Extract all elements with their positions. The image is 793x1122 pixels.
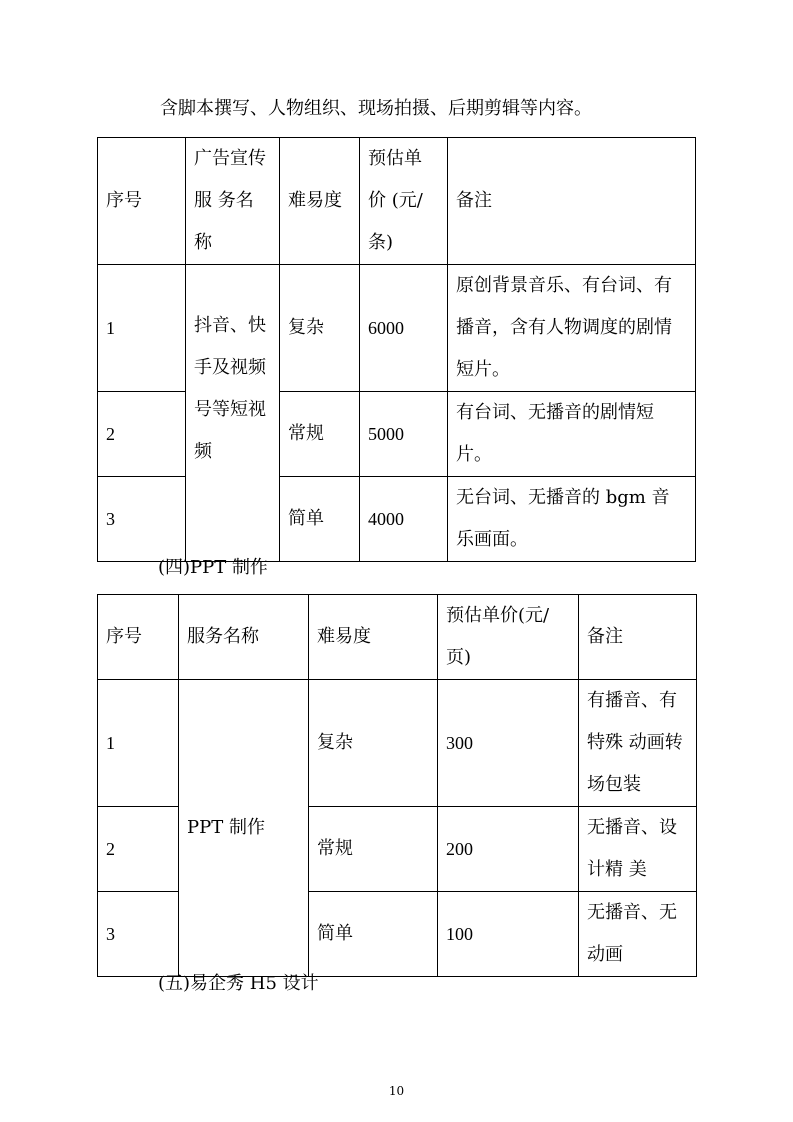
row-number: 3 [98,892,179,977]
short-video-price-table [97,137,696,562]
header-cell: 广告宣传服 务名称 [186,138,280,265]
header-cell: 难易度 [280,138,360,265]
note-cell: 有台词、无播音的剧情短片。 [448,392,696,477]
note-cell: 无播音、无动画 [579,892,697,977]
table-row [98,680,697,807]
difficulty-cell: 常规 [280,392,360,477]
header-cell: 服务名称 [179,595,309,680]
table-header-row [98,595,697,680]
difficulty-cell: 简单 [309,892,438,977]
note-cell: 有播音、有特殊 动画转场包装 [579,680,697,807]
header-cell: 备注 [448,138,696,265]
note-cell: 无台词、无播音的 bgm 音乐画面。 [448,477,696,562]
header-cell: 难易度 [309,595,438,680]
service-name-cell: 抖音、快手及视频号等短视频 [186,265,280,562]
header-cell: 预估单价 (元/条) [360,138,448,265]
row-number: 2 [98,807,179,892]
service-name-cell: PPT 制作 [179,680,309,977]
section-heading-ppt: (四)PPT 制作 [158,557,268,578]
row-number: 1 [98,265,186,392]
row-number: 3 [98,477,186,562]
price-cell: 4000 [360,477,448,562]
note-cell: 原创背景音乐、有台词、有播音，含有人物调度的剧情短片。 [448,265,696,392]
price-cell: 300 [438,680,579,807]
intro-paragraph: 含脚本撰写、人物组织、现场拍摄、后期剪辑等内容。 [160,98,592,119]
table-row [98,265,696,392]
table-header-row [98,138,696,265]
header-cell: 序号 [98,138,186,265]
ppt-price-table [97,594,697,977]
row-number: 2 [98,392,186,477]
difficulty-cell: 复杂 [309,680,438,807]
difficulty-cell: 复杂 [280,265,360,392]
header-cell: 预估单价(元/页) [438,595,579,680]
price-cell: 6000 [360,265,448,392]
difficulty-cell: 简单 [280,477,360,562]
difficulty-cell: 常规 [309,807,438,892]
row-number: 1 [98,680,179,807]
price-cell: 5000 [360,392,448,477]
note-cell: 无播音、设计精 美 [579,807,697,892]
price-cell: 100 [438,892,579,977]
page-number: 10 [388,1084,405,1098]
header-cell: 备注 [579,595,697,680]
header-cell: 序号 [98,595,179,680]
price-cell: 200 [438,807,579,892]
section-heading-h5: (五)易企秀 H5 设计 [158,973,319,994]
